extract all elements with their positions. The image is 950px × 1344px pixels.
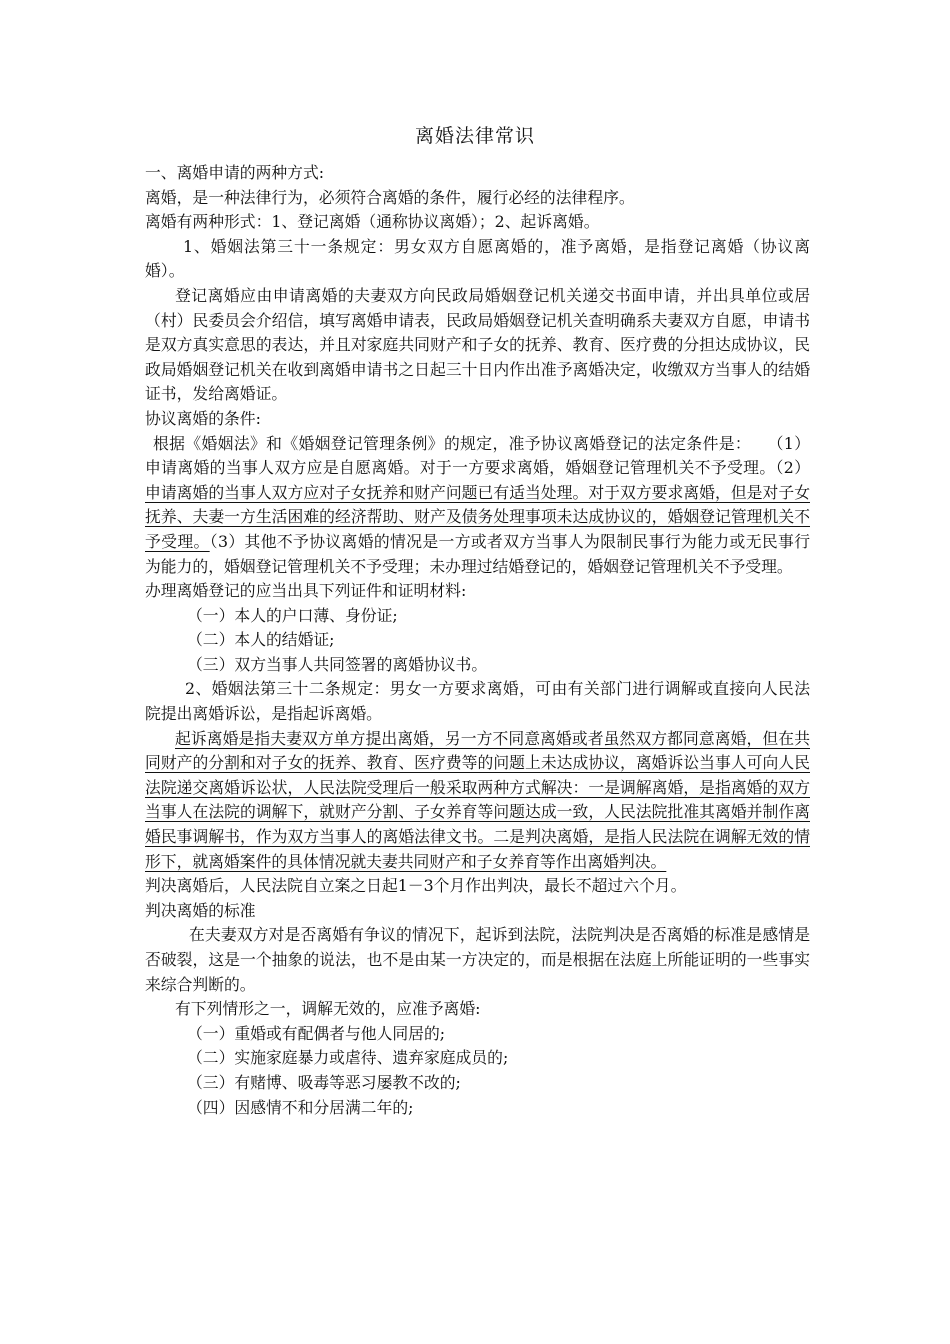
list-item: （二）实施家庭暴力或虐待、遗弃家庭成员的; bbox=[187, 1048, 509, 1068]
list-item: （一）本人的户口薄、身份证; bbox=[187, 605, 398, 625]
paragraph: 在夫妻双方对是否离婚有争议的情况下，起诉到法院，法院判决是否离婚的标准是感情是否破裂，这是一个抽象的说法，也不是由某一方决定的，而是根据在法庭上所能证明的一些事实来综合判断的。 bbox=[145, 925, 810, 994]
list-item: （三）双方当事人共同签署的离婚协议书。 bbox=[187, 654, 488, 674]
document-body bbox=[145, 161, 810, 1120]
text-run: （3）其他不予协议离婚的情况是一方或者双方当事人为限制民事行为能力或无民事行为能力的，婚姻登记管理机关不予受理；未办理过结婚登记的，婚姻登记管理机关不予受理。 bbox=[145, 531, 810, 576]
subheading: 办理离婚登记的应当出具下列证件和证明材料: bbox=[145, 581, 467, 601]
document-title: 离婚法律常识 bbox=[414, 125, 535, 147]
paragraph: 判决离婚后，人民法院自立案之日起1－3个月作出判决，最长不超过六个月。 bbox=[145, 876, 687, 896]
underlined-text: 起诉离婚是指夫妻双方单方提出离婚，另一方不同意离婚或者虽然双方都同意离婚，但在共同财产的分割和对子女的抚养、教育、医疗费等的问题上未达成协议，离婚诉讼当事人可向人民法院递交离婚诉讼状，人民法院受理后一般采取两种方式解决：一是调解离婚，是指离婚的双方当事人在法院的调解下，就财产分割、子女养育等问题达成一致，人民法院批准其离婚并制作离婚民事调解书，作为双方当事人的离婚法律文书。二是判决离婚，是指人民法院在调解无效的情形下，就离婚案件的具体情况就夫妻共同财产和子女养育等作出离婚判决。 bbox=[145, 728, 810, 871]
list-item: （四）因感情不和分居满二年的; bbox=[187, 1097, 414, 1117]
subheading: 协议离婚的条件: bbox=[145, 408, 261, 428]
paragraph bbox=[145, 727, 810, 875]
list-item: （一）重婚或有配偶者与他人同居的; bbox=[187, 1023, 446, 1043]
text-run: 根据《婚姻法》和《婚姻登记管理条例》的规定，准予协议离婚登记的法定条件是： （1）申请离婚的当事人双方应是自愿离婚。对于一方要求离婚，婚姻登记管理机关不予受理。（2） bbox=[145, 433, 810, 478]
paragraph: 1、婚姻法第三十一条规定：男女双方自愿离婚的，准予离婚，是指登记离婚（协议离婚）。 bbox=[145, 236, 810, 281]
underlined-text: 申请离婚的当事人双方应对子女抚养和财产问题已有适当处理。对于双方要求离婚，但是对子女抚养、夫妻一方生活困难的经济帮助、财产及债务处理事项未达成协议的，婚姻登记管理机关不予受理。 bbox=[145, 482, 810, 551]
paragraph: 登记离婚应由申请离婚的夫妻双方向民政局婚姻登记机关递交书面申请，并出具单位或居（村）民委员会介绍信，填写离婚申请表，民政局婚姻登记机关查明确系夫妻双方自愿，申请书是双方真实意思的表达，并且对家庭共同财产和子女的抚养、教育、医疗费的分担达成协议，民政局婚姻登记机关在收到离婚申请书之日起三十日内作出准予离婚决定，收缴双方当事人的结婚证书，发给离婚证。 bbox=[145, 285, 810, 404]
document-list bbox=[145, 1022, 810, 1120]
paragraph: 离婚，是一种法律行为，必须符合离婚的条件，履行必经的法律程序。 bbox=[145, 187, 635, 207]
paragraph-conditions bbox=[145, 432, 810, 580]
section-heading: 一、离婚申请的两种方式: bbox=[145, 163, 325, 182]
paragraph: 离婚有两种形式：1、登记离婚（通称协议离婚）；2、起诉离婚。 bbox=[145, 212, 600, 232]
list-item: （二）本人的结婚证; bbox=[187, 630, 335, 650]
paragraph: 有下列情形之一，调解无效的，应准予离婚: bbox=[175, 999, 481, 1019]
document-list bbox=[145, 604, 810, 678]
list-item: （三）有赌博、吸毒等恶习屡教不改的; bbox=[187, 1072, 461, 1092]
paragraph: 2、婚姻法第三十二条规定：男女一方要求离婚，可由有关部门进行调解或直接向人民法院提出离婚诉讼，是指起诉离婚。 bbox=[145, 679, 810, 724]
subheading: 判决离婚的标准 bbox=[145, 900, 256, 920]
